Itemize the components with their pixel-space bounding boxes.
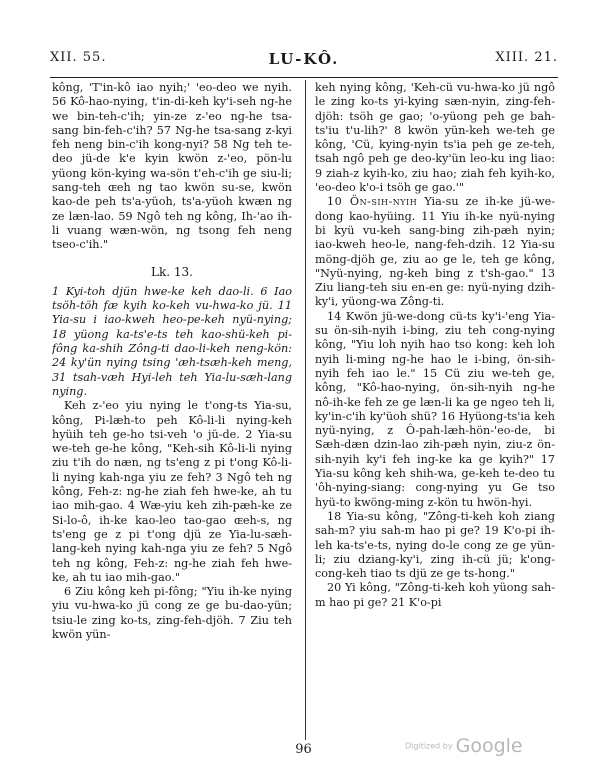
google-logo: Google: [455, 735, 523, 757]
chapter-summary: 1 Kyi-toh djün hwe-ke keh dao-li. 6 Iao tsöh-töh fæ kyih ko-keh vu-hwa-ko jü. 11 Yia-su i iao-kweh heo-pe-keh nyü-nying; 18 yüong ka-ts'e-ts teh kao-shü-keh pi-fông ka-shih Zông-ti dao-li-keh neng-kön: 24 ky'ün nying tsing 'æh-tsæh-keh meng, 31 tsah-væh Hyi-leh teh Yia-lu-sæh-lang nying.: [52, 284, 292, 398]
right-paragraph-2-text: Yia-su ze ih-ke jü-we-dong kao-hyüing. 11 Yiu ih-ke nyü-nying bi kyü vu-keh sang-bing zih-pæh nyin; iao-kweh heo-le, nang-feh-dzih. 12 Yia-su möng-djöh ge, ziu ao ge le, teh ge kông, "Nyü-nying, ng-keh bing z t'sh-gao." 13 Ziu liang-teh siu en-en ge: nyü-nying dzih-ky'i, yüong-wa Zông-ti.: [315, 195, 555, 309]
left-column: [52, 81, 292, 741]
right-paragraph-1: keh nying kông, 'Keh-cü vu-hwa-ko jü ngô le zing ko-ts yi-kying sæn-nyin, zing-feh-djöh: tsöh ge gao; 'o-yüong peh ge bah-ts'iu t'u-lih?' 8 kwön yün-keh we-teh ge kông, 'Cü, kying-nyin ts'ia peh ge ze-teh, tsah ngô peh ge deo-ky'ün leo-ku ing liao: 9 ziah-z kyih-ko, ziu hao; ziah feh kyih-ko, 'eo-deo k'o-i tsöh ge gao.'": [315, 81, 555, 195]
right-column: [315, 81, 555, 741]
right-paragraph-5: 20 Yi kông, "Zông-ti-keh koh yüong sah-m hao pi ge? 21 K'o-pi: [315, 581, 555, 609]
right-paragraph-3: 14 Kwön jü-we-dong cü-ts ky'i-'eng Yia-su ön-sih-nyih i-bing, ziu teh cong-nying kông, "Yiu loh nyih hao tso kong: keh loh nyih li-ming ng-he hao le i-bing, ön-sih-nyih feh iao le." 15 Cü ziu we-teh ge, kông, "Kô-hao-nying, ön-sih-nyih ng-he nô-ih-ke feh ze ge læn-li ka ge ngeo teh li, ky'in-c'ih ky'üoh shü? 16 Hyüong-ts'ia keh nyü-nying, z Ô-pah-læh-hön-'eo-de, bi Sæh-dæn dzin-lao zih-pæh nyin, ziu-z ön-sih-nyih ky'i feh ing-ke ka ge kyih?" 17 Yia-su kông keh shih-wa, ge-keh te-deo tu 'ôh-nying-siang: cong-nying yu Ge tso hyü-to kwöng-ming z-kön tu hwön-hyi.: [315, 309, 555, 509]
chapter-heading: Lk. 13.: [151, 264, 193, 279]
left-paragraph-2: Keh z-'eo yiu nying le t'ong-ts Yia-su, kông, Pi-læh-to peh Kô-li-li nying-keh hyüih teh ge-ho tsi-veh 'o jü-de. 2 Yia-su we-teh ge-he kông, "Keh-sih Kô-li-li nying ziu t'ih do næn, ng ts'eng z pi t'ong Kô-li-li nying kah-nga yiu ze feh? 3 Ngô teh ng kông, Feh-z: ng-he ziah feh hwe-ke, ah tu iao mih-gao. 4 Wæ-yiu keh zih-pæh-ke ze Si-lo-ô, ih-ke kao-leo tao-gao ɶeh-s, ng ts'eng ge z pi t'ong djü ze Yia-lu-sæh-lang-keh nying kah-nga yiu ze feh? 5 Ngô teh ng kông, Feh-z: ng-he ziah feh hwe-ke, ah tu iao mih-gao.": [52, 399, 292, 584]
left-paragraph-3: 6 Ziu kông keh pi-fông; "Yiu ih-ke nying yiu vu-hwa-ko jü cong ze ge bu-dao-yün; tsiu-le zing ko-ts, zing-feh-djöh. 7 Ziu teh kwön yün-: [52, 585, 292, 641]
watermark-caption: Digitized by: [405, 741, 453, 751]
right-paragraph-2: [315, 195, 555, 309]
header-left-reference: XII. 55.: [50, 50, 107, 65]
header-right-reference: XIII. 21.: [495, 50, 558, 65]
page-number: 96: [295, 742, 312, 757]
header-book-title: LU-KÔ.: [268, 50, 340, 68]
running-head: [50, 50, 558, 72]
right-paragraph-4: 18 Yia-su kông, "Zông-ti-keh koh ziang sah-m? yiu sah-m hao pi ge? 19 K'o-pi ih-leh ka-ts'e-ts, nying do-le cong ze ge yün-li; ziu dziang-ky'i, zing ih-cü jü; k'ong-cong-keh tiao ts djü ze ge ts-hong.": [315, 509, 555, 581]
digitized-watermark: [405, 735, 523, 765]
header-rule: [50, 77, 558, 78]
sabbath-small-caps: 10 Ön-sih-nyih: [327, 195, 418, 209]
column-divider: [305, 80, 306, 740]
left-paragraph-1: kông, 'T'in-kô iao nyih;' 'eo-deo we nyih. 56 Kô-hao-nying, t'in-di-keh ky'i-seh ng-he we bin-teh-c'ih; yin-ze z-'eo ng-he tsa-sang bin-feh-c'ih? 57 Ng-he tsa-sang z-kyi feh neng bin-c'ih kong-nyi? 58 Ng teh te-deo jü-de k'e kyin kwön z-'eo, pön-lu yüong kön-kying wa-sön t'eh-c'ih ge siu-li; sang-teh ɶeh ng tao kwön su-se, kwön kao-de peh ts'a-yüoh, ts'a-yüoh kwæn ng ze læn-lao. 59 Ngô teh ng kông, Ih-'ao ih-li vuang wæn-wön, ng tsong feh neng tseo-c'ih.": [52, 81, 292, 252]
